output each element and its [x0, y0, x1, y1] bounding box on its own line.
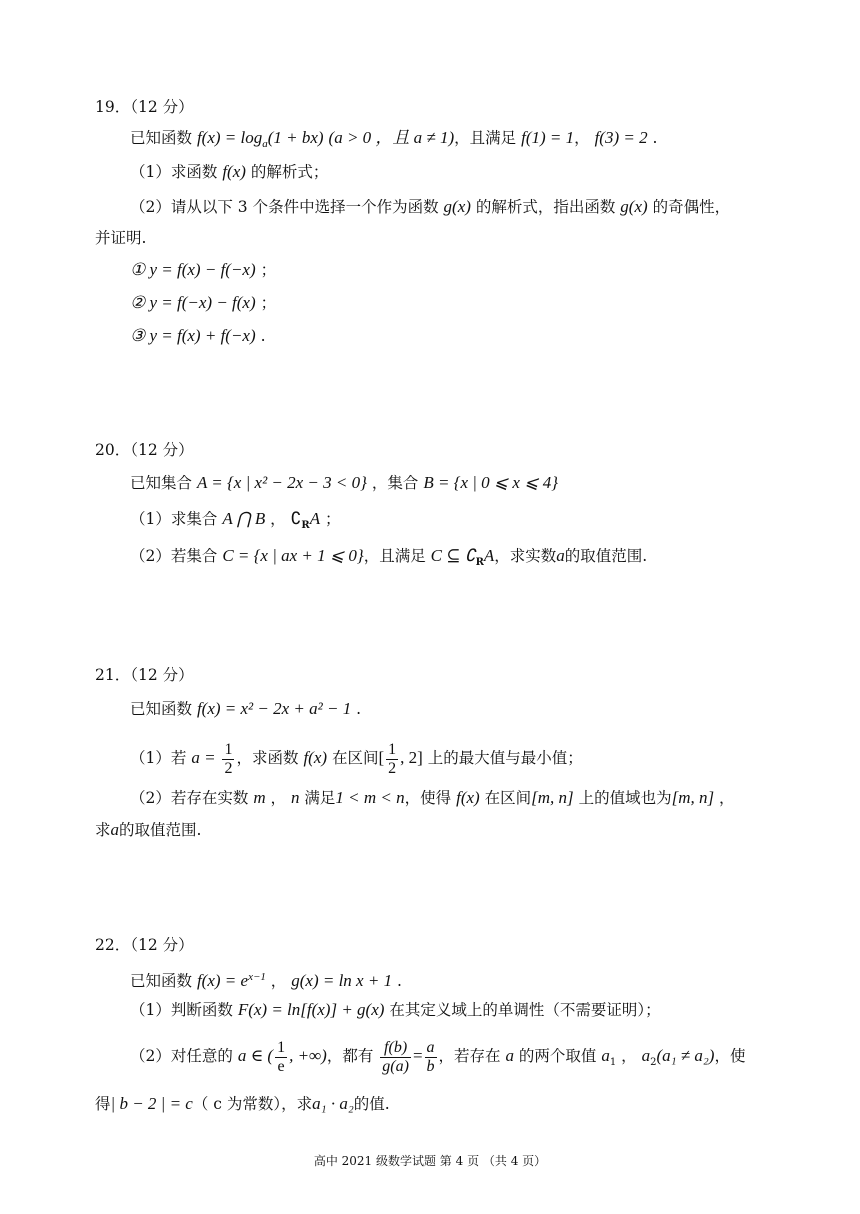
q21-header: 21．（12 分）	[95, 666, 194, 684]
q19-header: 19．（12 分）	[95, 98, 194, 116]
q19-part2-cont: 并证明.	[95, 229, 147, 247]
q19-option-2: ② y = f(−x) − f(x) ；	[130, 293, 277, 312]
q21-part1: （1）若 a = $\frac{1}{2}$ ，求函数 f(x) 在区间[ $\frac{1}{2}$ , 2] 上的最大值与最小值；	[130, 740, 583, 777]
fraction-a-over-b: $\frac{a}{b}$	[426, 1038, 435, 1075]
q20-part1: （1）求集合 A ⋂ B ， $∁_RA$ ；	[130, 509, 341, 532]
q19-option-3: ③ y = f(x) + f(−x) .	[130, 326, 266, 345]
q19-part2: （2）请从以下 3 个条件中选择一个作为函数 g(x) 的解析式，指出函数 g(x) 的奇偶性，	[130, 197, 731, 216]
q22-header: 22．（12 分）	[95, 936, 194, 954]
q22-part2-cont: 得| b − 2 | = c（ c 为常数），求a₁ · a₂的值.	[95, 1094, 390, 1113]
q20-part2: （2）若集合 C = {x | ax + 1 ⩽ 0}，且满足 C ⊆ $∁_RA$，求实数a的取值范围.	[130, 546, 648, 569]
q20-intro: 已知集合 A = {x | x² − 2x − 3 < 0} ，集合 B = {x | 0 ⩽ x ⩽ 4}	[130, 473, 559, 492]
q22-part2: （2）对任意的 a ∈ ( $\frac{1}{e}$ , +∞)，都有 $\frac{f(b)}{g(a)}$ = $\frac{a}{b}$ ，若存在 a 的两个取值 $a_1$ ， $a_2(a_1 \ne a_2)$，使	[130, 1038, 746, 1075]
fraction-one-over-e: $\frac{1}{e}$	[277, 1038, 286, 1075]
fraction-one-half: $\frac{1}{2}$	[224, 740, 233, 777]
q21-intro: 已知函数 f(x) = x² − 2x + a² − 1 .	[130, 699, 362, 718]
fraction-one-half-interval: $\frac{1}{2}$	[388, 740, 397, 777]
fraction-fb-over-ga: $\frac{f(b)}{g(a)}$	[382, 1038, 409, 1075]
q21-part2: （2）若存在实数 m ， n 满足1 < m < n，使得 f(x) 在区间[m, n] 上的值域也为[m, n] ，	[130, 788, 735, 807]
q21-part2-cont: 求a的取值范围.	[95, 820, 202, 839]
q20-header: 20．（12 分）	[95, 441, 194, 459]
q22-part1: （1）判断函数 F(x) = ln[f(x)] + g(x) 在其定义域上的单调性（不需要证明）；	[130, 1000, 661, 1019]
q22-intro: 已知函数 $f(x) = e^{x-1}$ ， g(x) = ln x + 1 .	[130, 971, 402, 991]
q19-intro: 已知函数 $f(x) = \log_a(1 + bx) (a > 0$ ，且 a ≠ 1)，且满足 f(1) = 1， f(3) = 2 .	[130, 128, 658, 151]
page-footer: 高中 2021 级数学试题 第 4 页 （共 4 页）	[313, 1154, 547, 1168]
q19-part1: （1）求函数 f(x) 的解析式；	[130, 162, 329, 181]
q19-option-1: ① y = f(x) − f(−x) ；	[130, 260, 277, 279]
